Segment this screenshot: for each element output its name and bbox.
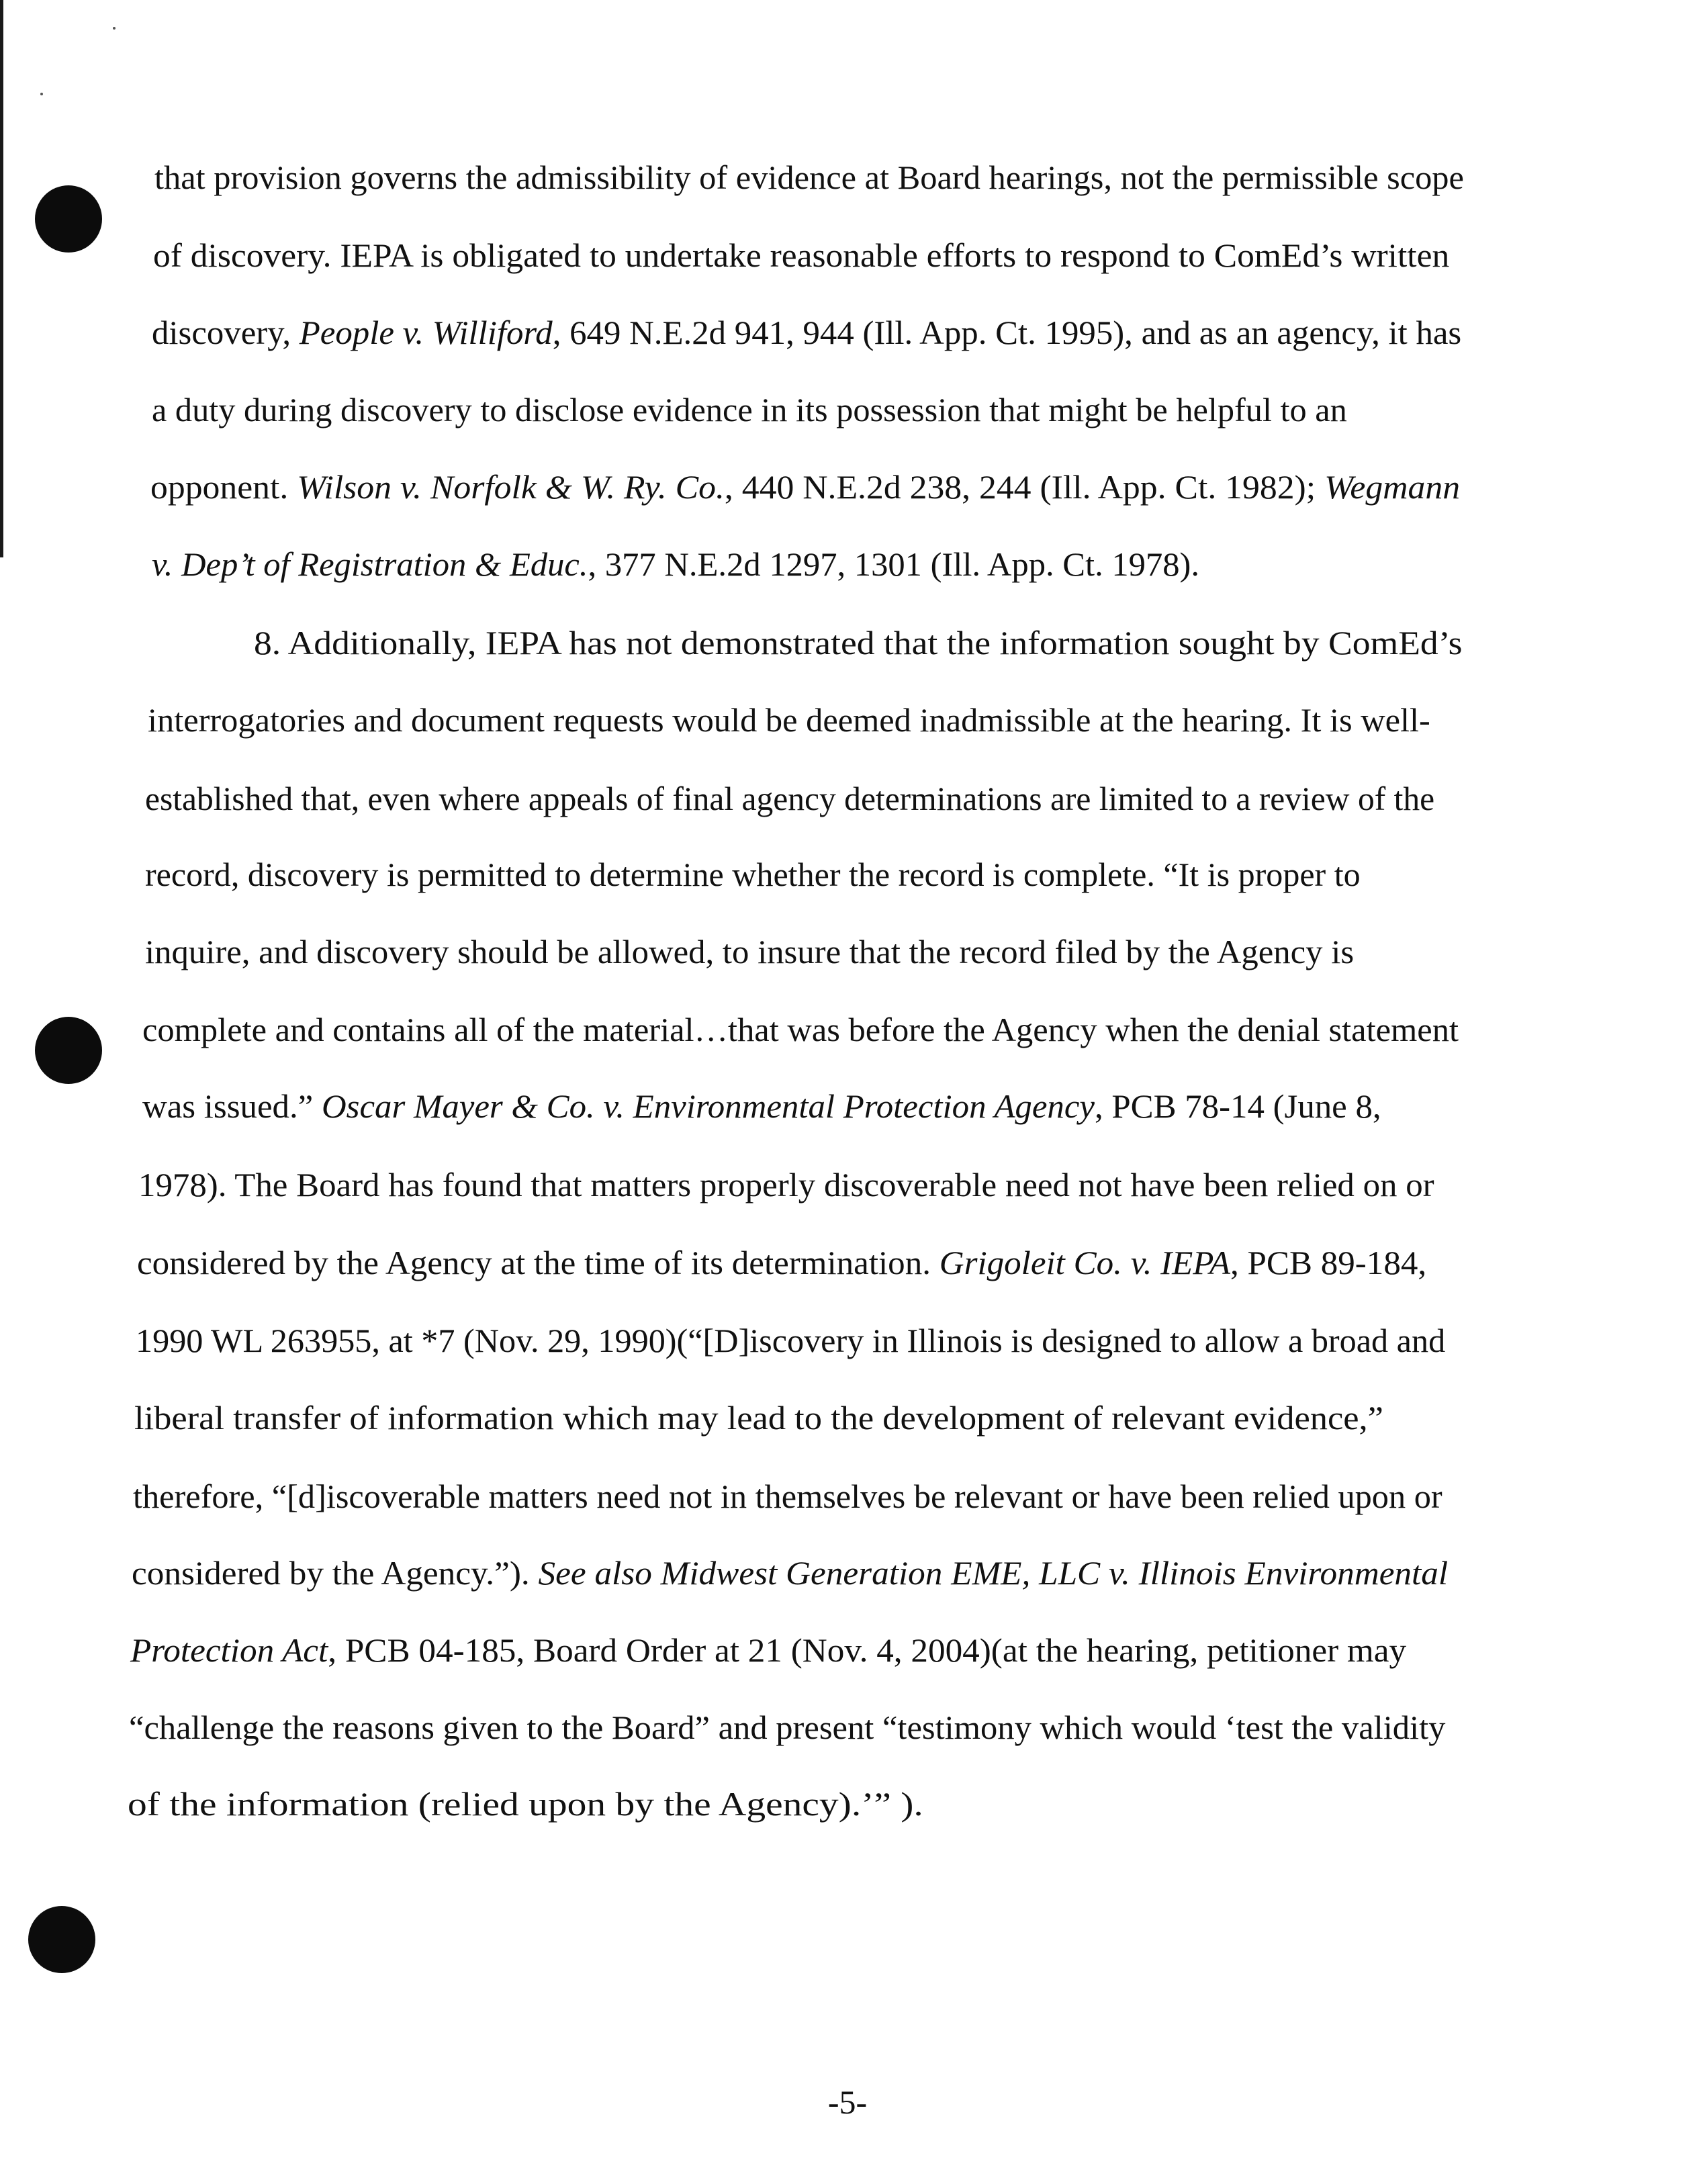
- line-text: , PCB 89-184,: [1230, 1244, 1427, 1281]
- line-text: considered by the Agency at the time of its determination.: [137, 1244, 940, 1281]
- text-line: [154, 157, 1464, 197]
- punch-hole-top: [35, 185, 102, 253]
- line-text: considered by the Agency.”).: [132, 1554, 539, 1592]
- citation-text: People v. Williford: [299, 314, 553, 351]
- text-line: [132, 1553, 1448, 1593]
- line-text: was issued.”: [142, 1087, 322, 1125]
- scan-speck: [40, 93, 43, 95]
- line-text: of discovery. IEPA is obligated to undertake reasonable efforts to respond to ComEd’s written: [153, 236, 1450, 274]
- line-text: of the information (relied upon by the Agency).’” ).: [128, 1785, 923, 1823]
- line-text: 1978). The Board has found that matters properly discoverable need not have been relied on or: [138, 1166, 1434, 1203]
- text-line: [137, 1242, 1426, 1283]
- line-text: 8. Additionally, IEPA has not demonstrated that the information sought by ComEd’s: [254, 624, 1463, 662]
- text-line: [136, 1320, 1445, 1361]
- line-text: inquire, and discovery should be allowed, to insure that the record filed by the Agency is: [145, 933, 1355, 970]
- line-text: 1990 WL 263955, at *7 (Nov. 29, 1990)(“[D]iscovery in Illinois is designed to allow a broad and: [136, 1322, 1446, 1359]
- text-line: [145, 778, 1434, 819]
- text-line: [138, 1165, 1434, 1205]
- text-line: [153, 235, 1449, 275]
- line-text: , 377 N.E.2d 1297, 1301 (Ill. App. Ct. 1978).: [588, 545, 1200, 583]
- text-line: [129, 1707, 1445, 1747]
- text-line: [142, 1009, 1459, 1050]
- line-text: established that, even where appeals of final agency determinations are limited to a review of the: [145, 780, 1435, 817]
- line-text: therefore, “[d]iscoverable matters need not in themselves be relevant or have been relied upon or: [133, 1477, 1442, 1515]
- line-text: , 440 N.E.2d 238, 244 (Ill. App. Ct. 1982);: [724, 468, 1325, 506]
- text-line: [152, 390, 1347, 430]
- line-text: , PCB 78-14 (June 8,: [1094, 1087, 1381, 1125]
- line-text: interrogatories and document requests would be deemed inadmissible at the hearing. It is well-: [148, 701, 1430, 739]
- text-line: [134, 1398, 1383, 1438]
- line-text: , 649 N.E.2d 941, 944 (Ill. App. Ct. 1995), and as an agency, it has: [552, 314, 1462, 351]
- citation-text: v. Dep’t of Registration & Educ.: [152, 545, 588, 583]
- line-text: that provision governs the admissibility of evidence at Board hearings, not the permissible scope: [154, 158, 1464, 196]
- text-line: [145, 854, 1361, 895]
- punch-hole-bottom: [28, 1906, 95, 1973]
- scan-speck: [113, 27, 116, 30]
- citation-text: Protection Act: [130, 1631, 328, 1669]
- text-line: [128, 1784, 923, 1824]
- line-text: complete and contains all of the material…that was before the Agency when the denial statement: [142, 1011, 1459, 1048]
- scan-edge-line: [0, 0, 3, 557]
- text-line: [254, 623, 1462, 663]
- line-text: opponent.: [150, 468, 297, 506]
- text-line: [150, 467, 1460, 507]
- line-text: record, discovery is permitted to determine whether the record is complete. “It is proper to: [145, 856, 1361, 893]
- line-text: a duty during discovery to disclose evidence in its possession that might be helpful to an: [152, 391, 1347, 428]
- text-line: [148, 700, 1430, 740]
- page-number: -5-: [827, 2083, 868, 2121]
- line-text: discovery,: [152, 314, 300, 351]
- citation-text: Grigoleit Co. v. IEPA: [939, 1244, 1231, 1281]
- text-line: [142, 1086, 1381, 1126]
- text-line: [145, 931, 1354, 972]
- text-line: [130, 1630, 1406, 1670]
- punch-hole-middle: [35, 1017, 102, 1084]
- citation-text: Wegmann: [1324, 468, 1461, 506]
- line-text: “challenge the reasons given to the Board” and present “testimony which would ‘test the validity: [129, 1709, 1446, 1746]
- text-line: [152, 544, 1199, 584]
- text-line: [152, 312, 1461, 353]
- text-line: [133, 1476, 1442, 1516]
- citation-text: Wilson v. Norfolk & W. Ry. Co.: [297, 468, 725, 506]
- line-text: , PCB 04-185, Board Order at 21 (Nov. 4, 2004)(at the hearing, petitioner may: [328, 1631, 1407, 1669]
- citation-text: See also Midwest Generation EME, LLC v. Illinois Environmental: [538, 1554, 1449, 1592]
- line-text: liberal transfer of information which may lead to the development of relevant evidence,”: [134, 1399, 1383, 1437]
- citation-text: Oscar Mayer & Co. v. Environmental Protection Agency: [321, 1087, 1095, 1125]
